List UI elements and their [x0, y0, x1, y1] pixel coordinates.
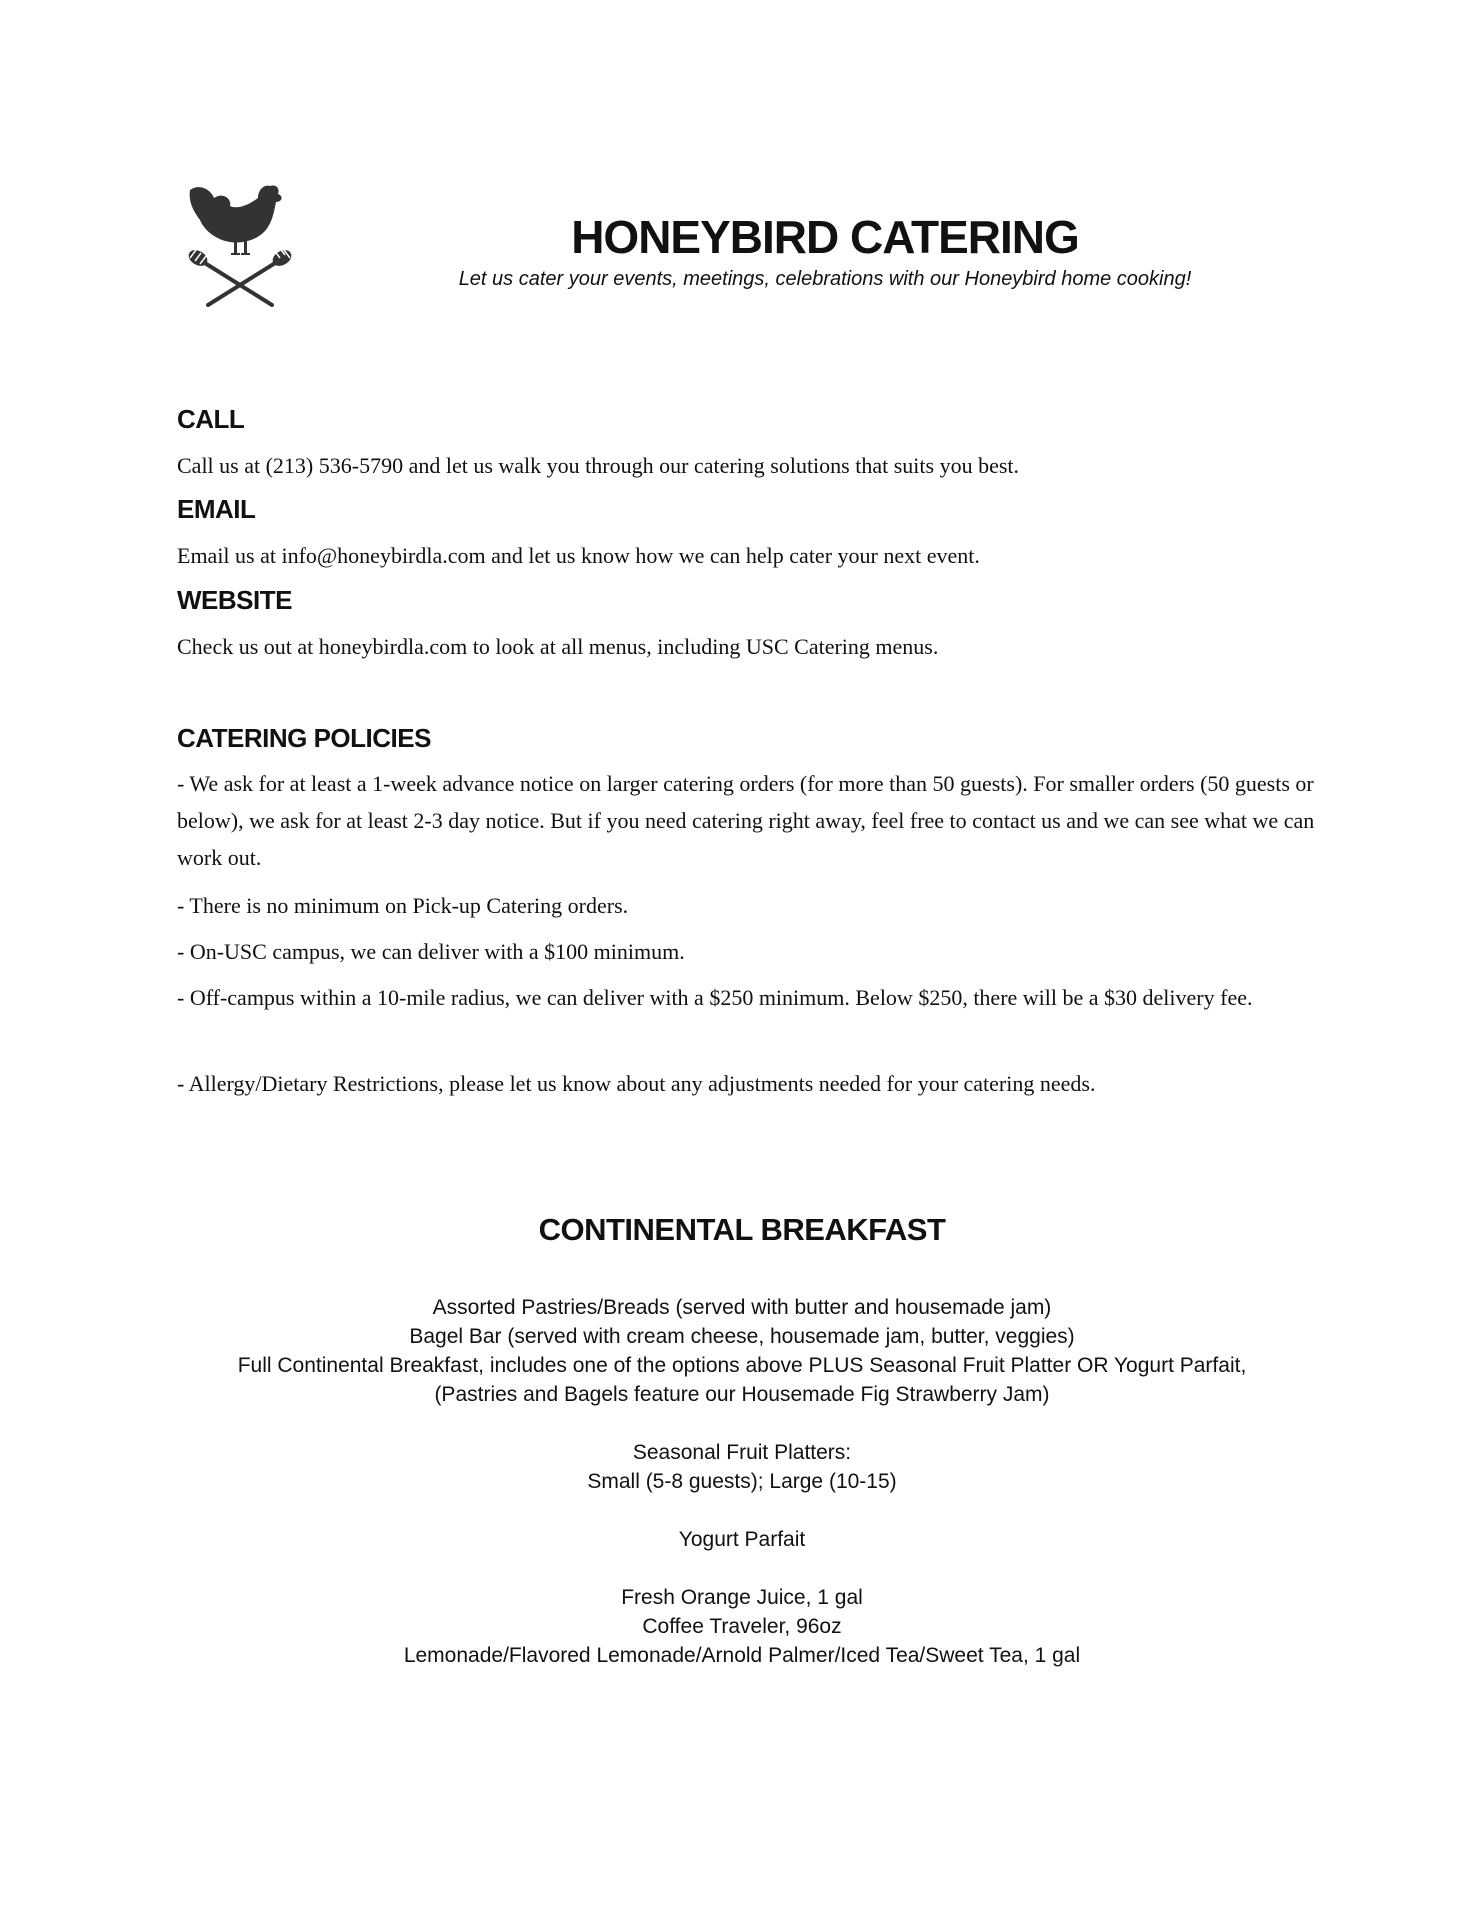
policy-item: - Off-campus within a 10-mile radius, we can deliver with a $250 minimum. Below $250, there will be a $30 delivery fee.	[177, 985, 1253, 1010]
menu-line: Yogurt Parfait	[678, 1528, 806, 1551]
menu-group-fruit	[0, 1438, 1484, 1496]
page-title: HONEYBIRD CATERING	[571, 211, 1079, 263]
menu-line: Fresh Orange Juice, 1 gal	[621, 1586, 863, 1609]
email-text: Email us at info@honeybirdla.com and let us know how we can help cater your next event.	[177, 543, 980, 568]
website-heading: WEBSITE	[177, 585, 292, 615]
menu-group-drinks	[0, 1583, 1484, 1670]
menu-line: (Pastries and Bagels feature our Housemade Fig Strawberry Jam)	[434, 1383, 1050, 1406]
policy-item: - There is no minimum on Pick-up Catering orders.	[177, 893, 629, 918]
menu-line: Coffee Traveler, 96oz	[642, 1615, 842, 1638]
policies-heading: CATERING POLICIES	[177, 723, 431, 753]
policy-item: - On-USC campus, we can deliver with a $100 minimum.	[177, 939, 685, 964]
policy-item: - Allergy/Dietary Restrictions, please let us know about any adjustments needed for your catering needs.	[177, 1071, 1096, 1096]
website-text: Check us out at honeybirdla.com to look at all menus, including USC Catering menus.	[177, 634, 939, 659]
menu-title: CONTINENTAL BREAKFAST	[538, 1212, 946, 1247]
tagline: Let us cater your events, meetings, celebrations with our Honeybird home cooking!	[458, 268, 1192, 290]
email-heading: EMAIL	[177, 494, 256, 524]
menu-group-parfait	[0, 1525, 1484, 1554]
policy-item: - We ask for at least a 1-week advance notice on larger catering orders (for more than 50 guests). For smaller orders (50 guests or below), we ask for at least 2-3 day notice. But if you need catering right away, feel free to contact us and we can see what we can work out.	[177, 771, 1315, 870]
menu-group-pastries	[0, 1293, 1484, 1409]
menu-line: Seasonal Fruit Platters:	[632, 1441, 852, 1464]
menu-line: Bagel Bar (served with cream cheese, housemade jam, butter, veggies)	[409, 1325, 1075, 1348]
menu-line: Assorted Pastries/Breads (served with butter and housemade jam)	[432, 1296, 1052, 1319]
rooster-logo-icon	[180, 180, 300, 310]
menu-line: Small (5-8 guests); Large (10-15)	[587, 1470, 897, 1493]
call-heading: CALL	[177, 404, 245, 434]
menu-line: Lemonade/Flavored Lemonade/Arnold Palmer/Iced Tea/Sweet Tea, 1 gal	[403, 1644, 1081, 1667]
call-text: Call us at (213) 536-5790 and let us walk you through our catering solutions that suits you best.	[177, 453, 1020, 478]
menu-line: Full Continental Breakfast, includes one of the options above PLUS Seasonal Fruit Platter OR Yogurt Parfait,	[237, 1354, 1247, 1377]
